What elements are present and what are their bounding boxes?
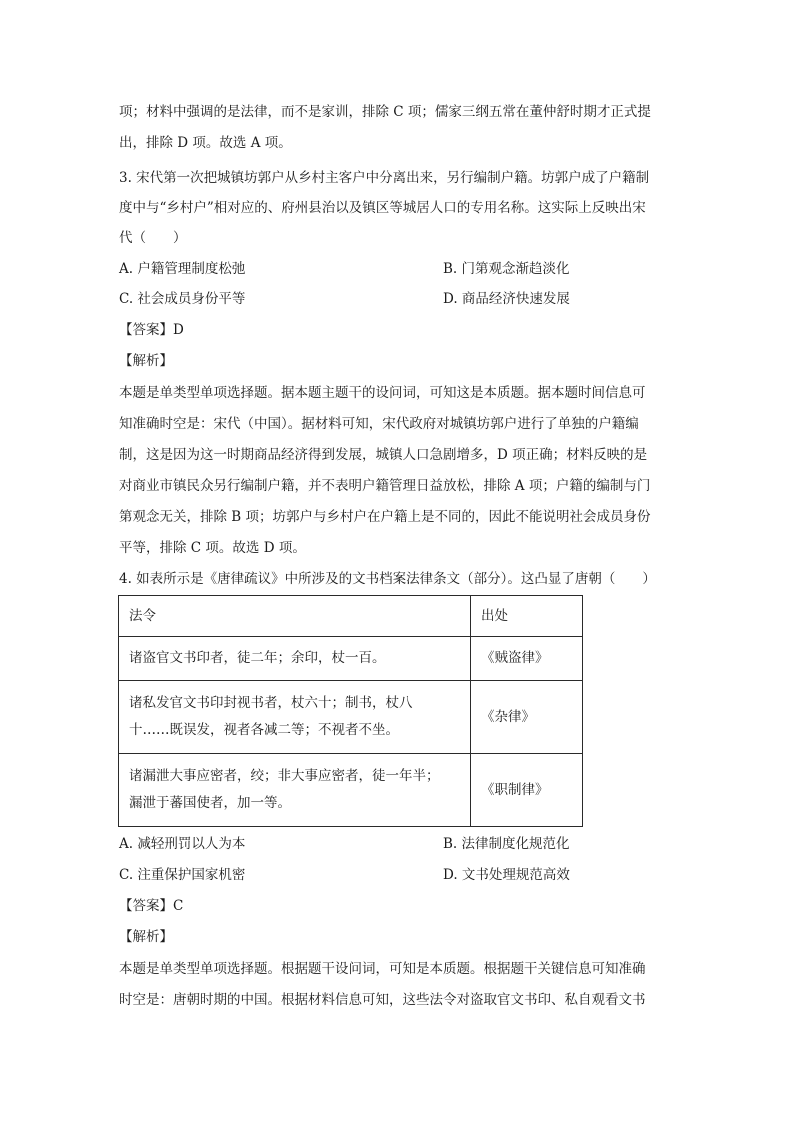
question-4-option-b: B. 法律制度化规范化 <box>443 836 570 852</box>
table-row <box>119 681 583 754</box>
question-3-option-d: D. 商品经济快速发展 <box>443 291 570 307</box>
source-cell: 《职制律》 <box>471 754 583 827</box>
law-text: 十……既误发，视者各减二等；不视者不坐。 <box>129 722 399 738</box>
law-text: 漏泄于蕃国使者，加一等。 <box>129 795 291 811</box>
question-3-stem-line: 代（ ） <box>119 230 187 246</box>
question-4-answer: 【答案】C <box>119 898 184 914</box>
analysis-line: 对商业市镇民众另行编制户籍，并不表明户籍管理日益放松，排除 A 项；户籍的编制与门 <box>119 478 651 494</box>
paragraph-line: 项；材料中强调的是法律，而不是家训，排除 C 项；儒家三纲五常在董仲舒时期才正式提 <box>119 104 651 120</box>
law-text: 诸私发官文书印封视书者，杖六十；制书，杖八 <box>129 695 413 711</box>
question-4-analysis-heading: 【解析】 <box>119 929 173 945</box>
law-table <box>118 595 583 827</box>
analysis-line: 本题是单类型单项选择题。据本题主题干的设问词，可知这是本质题。据本题时间信息可 <box>119 385 646 401</box>
question-3-stem-line: 度中与“乡村户”相对应的、府州县治以及镇区等城居人口的专用名称。这实际上反映出宋 <box>119 200 646 216</box>
question-3-option-a: A. 户籍管理制度松弛 <box>119 261 246 277</box>
source-cell: 《贼盗律》 <box>471 637 583 681</box>
header-source: 出处 <box>471 596 583 637</box>
analysis-line: 第观念无关，排除 B 项；坊郭户与乡村户在户籍上是不同的，因此不能说明社会成员身份 <box>119 509 651 525</box>
paragraph-line: 出，排除 D 项。故选 A 项。 <box>119 135 292 151</box>
analysis-line: 知准确时空是：宋代（中国）。据材料可知，宋代政府对城镇坊郭户进行了单独的户籍编 <box>119 416 639 432</box>
table-row <box>119 754 583 827</box>
law-text: 诸盗官文书印者，徒二年；余印，杖一百。 <box>129 650 386 666</box>
law-cell <box>119 754 471 827</box>
question-3-analysis-heading: 【解析】 <box>119 353 173 369</box>
analysis-line: 制，这是因为这一时期商品经济得到发展，城镇人口急剧增多，D 项正确；材料反映的是 <box>119 447 648 463</box>
table-header-row <box>119 596 583 637</box>
question-3-answer: 【答案】D <box>119 322 184 338</box>
table-row <box>119 637 583 681</box>
source-cell: 《杂律》 <box>471 681 583 754</box>
law-text: 诸漏泄大事应密者，绞；非大事应密者，徒一年半； <box>129 768 440 784</box>
analysis-line: 时空是：唐朝时期的中国。根据材料信息可知，这些法令对盗取官文书印、私自观看文书 <box>119 992 646 1008</box>
question-3-option-b: B. 门第观念渐趋淡化 <box>443 261 570 277</box>
question-3-stem-line: 3. 宋代第一次把城镇坊郭户从乡村主客户中分离出来，另行编制户籍。坊郭户成了户籍制 <box>119 170 650 186</box>
question-4-stem-line: 4. 如表所示是《唐律疏议》中所涉及的文书档案法律条文（部分）。这凸显了唐朝（ ） <box>119 571 656 587</box>
question-4-option-d: D. 文书处理规范高效 <box>443 867 570 883</box>
header-law: 法令 <box>119 596 471 637</box>
question-4-option-c: C. 注重保护国家机密 <box>119 867 246 883</box>
question-4-option-a: A. 减轻刑罚以人为本 <box>119 836 246 852</box>
analysis-line: 平等，排除 C 项。故选 D 项。 <box>119 540 306 556</box>
law-cell <box>119 681 471 754</box>
question-3-option-c: C. 社会成员身份平等 <box>119 291 246 307</box>
law-cell <box>119 637 471 681</box>
analysis-line: 本题是单类型单项选择题。根据题干设问词，可知是本质题。根据题干关键信息可知准确 <box>119 961 646 977</box>
